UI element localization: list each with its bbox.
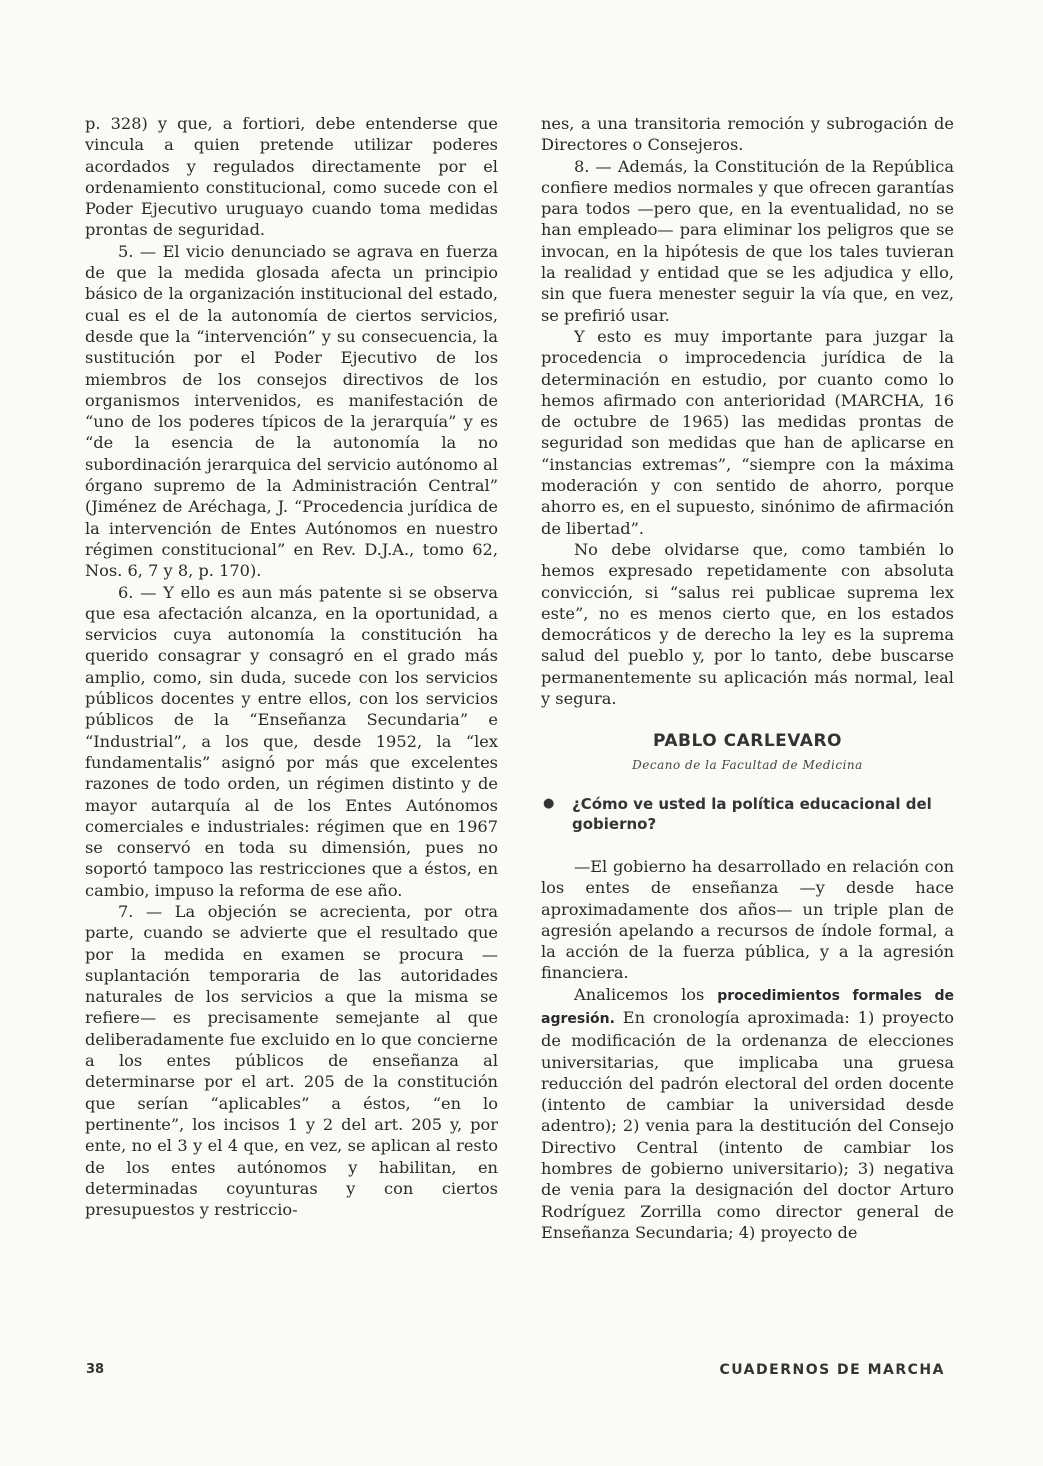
paragraph: Y esto es muy importante para juzgar la procedencia o improcedencia jurídica de la determinación en estudio, por cuanto como lo hemos afirmado con anterioridad (MARCHA, 16 de octubre de 1965) las medidas prontas de seguridad son medidas que han de aplicarse en “instancias extremas”, “siempre con la máxima moderación y con sentido de ahorro, porque ahorro es, en el supuesto, sinónimo de afirmación de libertad”. <box>541 326 954 538</box>
paragraph: 7. — La objeción se acrecienta, por otra parte, cuando se advierte que el resultado que por la medida en examen se procura —suplantación temporaria de las autoridades naturales de los servicios a que la misma se refiere— es precisamente semejante al que deliberadamente fue excluido en lo que concierne a los entes públicos de enseñanza al determinarse por el art. 205 de la constitución que serían “aplicables” a éstos, “en lo pertinente”, los incisos 1 y 2 del art. 205 y, por ente, no el 3 y el 4 que, en vez, se aplican al resto de los entes autónomos y habilitan, en determinadas coyunturas y con ciertos presupuestos y restriccio- <box>85 901 498 1220</box>
paragraph: No debe olvidarse que, como también lo hemos expresado repetidamente con absoluta convicción, si “salus rei publicae suprema lex este”, no es menos cierto que, en los estados democráticos y de derecho la ley es la suprema salud del pueblo y, por lo tanto, debe buscarse permanentemente su aplicación más normal, leal y segura. <box>541 539 954 709</box>
question-text: ¿Cómo ve usted la política educacional del gobierno? <box>572 794 932 833</box>
author-title: Decano de la Facultad de Medicina <box>632 757 863 772</box>
page-number: 38 <box>86 1362 105 1377</box>
paragraph <box>541 984 954 1244</box>
paragraph: nes, a una transitoria remoción y subrogación de Directores o Consejeros. <box>541 114 954 155</box>
publication-title: CUADERNOS DE MARCHA <box>719 1362 945 1378</box>
paragraph-rest: En cronología aproximada: 1) proyecto de modificación de la ordenanza de elecciones universitarias, que implicaba una gruesa reducción del padrón electoral del orden docente (intento de cambiar la universidad desde adentro); 2) venia para la destitución del Consejo Directivo Central (intento de cambiar los hombres de gobierno universitario); 3) negativa de venia para la designación del doctor Arturo Rodríguez Zorrilla como director general de Enseñanza Secundaria; 4) proyecto de <box>541 1007 954 1242</box>
bullet-icon: ● <box>543 795 555 811</box>
paragraph: —El gobierno ha desarrollado en relación con los entes de enseñanza —y desde hace aproximadamente dos años— un triple plan de agresión apelando a recursos de índole formal, a la acción de la fuerza pública, y a la agresión financiera. <box>541 856 954 983</box>
left-column <box>85 113 498 1220</box>
paragraph: 5. — El vicio denunciado se agrava en fuerza de que la medida glosada afecta un principio básico de la organización institucional del estado, cual es el de la autonomía de ciertos servicios, desde que la “intervención” y su consecuencia, la sustitución por el Poder Ejecutivo de los miembros de los consejos directivos de los organismos intervenidos, es manifestación de “uno de los poderes típicos de la jerarquía” y es “de la esencia de la autonomía la no subordinación jerarquica del servicio autónomo al órgano supremo de la Administración Central” (Jiménez de Aréchaga, J. “Procedencia jurídica de la intervención de Entes Autónomos en nuestro régimen constitucional” en Rev. D.J.A., tomo 62, Nos. 6, 7 y 8, p. 170). <box>85 241 498 581</box>
interview-question <box>541 794 954 834</box>
paragraph: p. 328) y que, a fortiori, debe entenderse que vincula a quien pretende utilizar poderes acordados y regulados directamente por el ordenamiento constitucional, como sucede con el Poder Ejecutivo uruguayo cuando toma medidas prontas de seguridad. <box>85 114 498 240</box>
paragraph: 8. — Además, la Constitución de la República confiere medios normales y que ofrecen garantías para todos —pero que, en la eventualidad, no se han empleado— para eliminar los peligros que se invocan, en la hipótesis de que los tales tuvieran la realidad y entidad que se les adjudica y ello, sin que fuera menester seguir la vía que, en vez, se prefirió usar. <box>541 156 954 325</box>
author-name: PABLO CARLEVARO <box>653 731 842 752</box>
right-column <box>541 113 954 1243</box>
paragraph-lead: Analicemos los <box>574 984 705 1004</box>
paragraph: 6. — Y ello es aun más patente si se observa que esa afectación alcanza, en la oportunidad, a servicios cuya autonomía la constitución ha querido consagrar y consagró en el grado más amplio, como, sin duda, sucede con los servicios públicos docentes y entre ellos, con los servicios públicos de la “Enseñanza Secundaria” e “Industrial”, a los que, desde 1952, la “lex fundamentalis” asignó por más que excelentes razones de todo orden, un régimen distinto y de mayor autarquía al de los Entes Autónomos comerciales e industriales: régimen que en 1967 se conservó en toda su dimensión, pues no soportó tampoco las restricciones que a éstos, en cambio, impuso la reforma de ese año. <box>85 582 498 900</box>
section-heading: procedimientos formales de agresión. <box>541 987 954 1027</box>
